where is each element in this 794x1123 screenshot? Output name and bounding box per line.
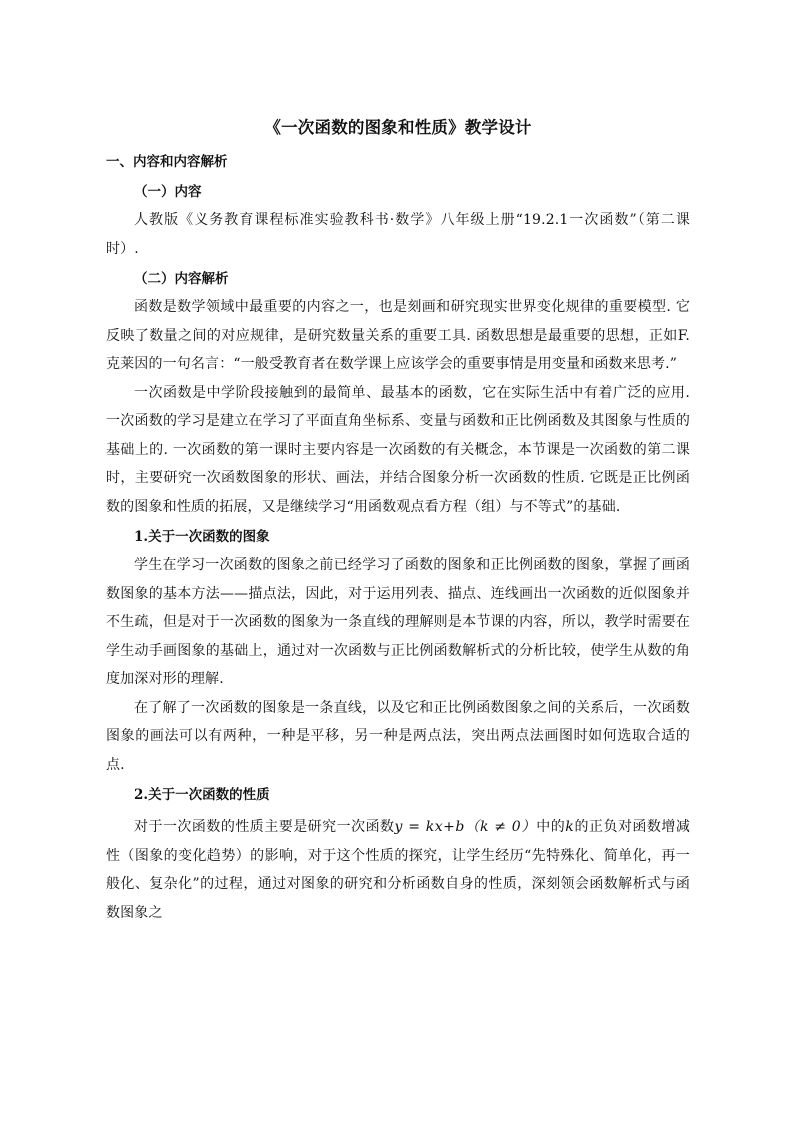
- paragraph-graph-drawing-methods: 在了解了一次函数的图象是一条直线，以及它和正比例函数图象之间的关系后，一次函数图象的画法可以有两种，一种是平移，另一种是两点法，突出两点法画图时如何选取合适的点.: [106, 699, 690, 773]
- paragraph-function-properties: [106, 813, 690, 927]
- paragraph-text-part-b: 中的: [536, 819, 566, 835]
- formula-linear-function: y = kx+b（k ≠ 0）: [394, 819, 537, 835]
- section-heading-content-analysis: 一、内容和内容解析: [106, 154, 228, 170]
- paragraph-text-part-a: 对于一次函数的性质主要是研究一次函数: [134, 819, 395, 835]
- subsection-heading-content-analysis: （二）内容解析: [134, 271, 229, 287]
- paragraph-graph-learning: 学生在学习一次函数的图象之前已经学习了函数的图象和正比例函数的图象，掌握了画函数图象的基本方法——描点法，因此，对于运用列表、描点、连线画出一次函数的近似图象并不生疏，但是对于一次函数的图象为一条直线的理解则是本节课的内容，所以，教学时需要在学生动手画图象的基础上，通过对一次函数与正比例函数解析式的分析比较，使学生从数的角度加深对形的理解.: [106, 557, 690, 687]
- symbol-k: k: [565, 819, 575, 835]
- item-heading-properties: 2.关于一次函数的性质: [134, 787, 270, 803]
- document-title: 《一次函数的图象和性质》教学设计: [264, 118, 532, 137]
- item-heading-graph: 1.关于一次函数的图象: [134, 529, 270, 545]
- document-body: [106, 114, 690, 927]
- paragraph-linear-function-overview: 一次函数是中学阶段接触到的最简单、最基本的函数，它在实际生活中有着广泛的应用. 一次函数的学习是建立在学习了平面直角坐标系、变量与函数和正比例函数及其图象与性质的基础上的. 一次函数的第一课时主要内容是一次函数的有关概念，本节课是一次函数的第二课时，主要研究一次函数图象的形状、画法，并结合图象分析一次函数的性质. 它既是正比例函数的图象和性质的拓展，又是继续学习“用函数观点看方程（组）与不等式”的基础.: [106, 384, 690, 515]
- paragraph-content: 人教版《义务教育课程标准实验教科书·数学》八年级上册“19.2.1一次函数”（第二课时）.: [106, 212, 690, 257]
- subsection-heading-content: （一）内容: [134, 184, 202, 200]
- paragraph-function-importance: 函数是数学领域中最重要的内容之一，也是刻画和研究现实世界变化规律的重要模型. 它反映了数量之间的对应规律，是研究数量关系的重要工具. 函数思想是最重要的思想，正如F.克莱因的一句名言：“一般受教育者在数学课上应该学会的重要事情是用变量和函数来思考.”: [106, 299, 690, 372]
- paragraph-text-part-c: 的正负对函数增减性（图象的变化趋势）的影响，对于这个性质的探究，让学生经历“先特殊化、简单化，再一般化、复杂化”的过程，通过对图象的研究和分析函数自身的性质，深刻领会函数解析式与函数图象之: [106, 819, 690, 921]
